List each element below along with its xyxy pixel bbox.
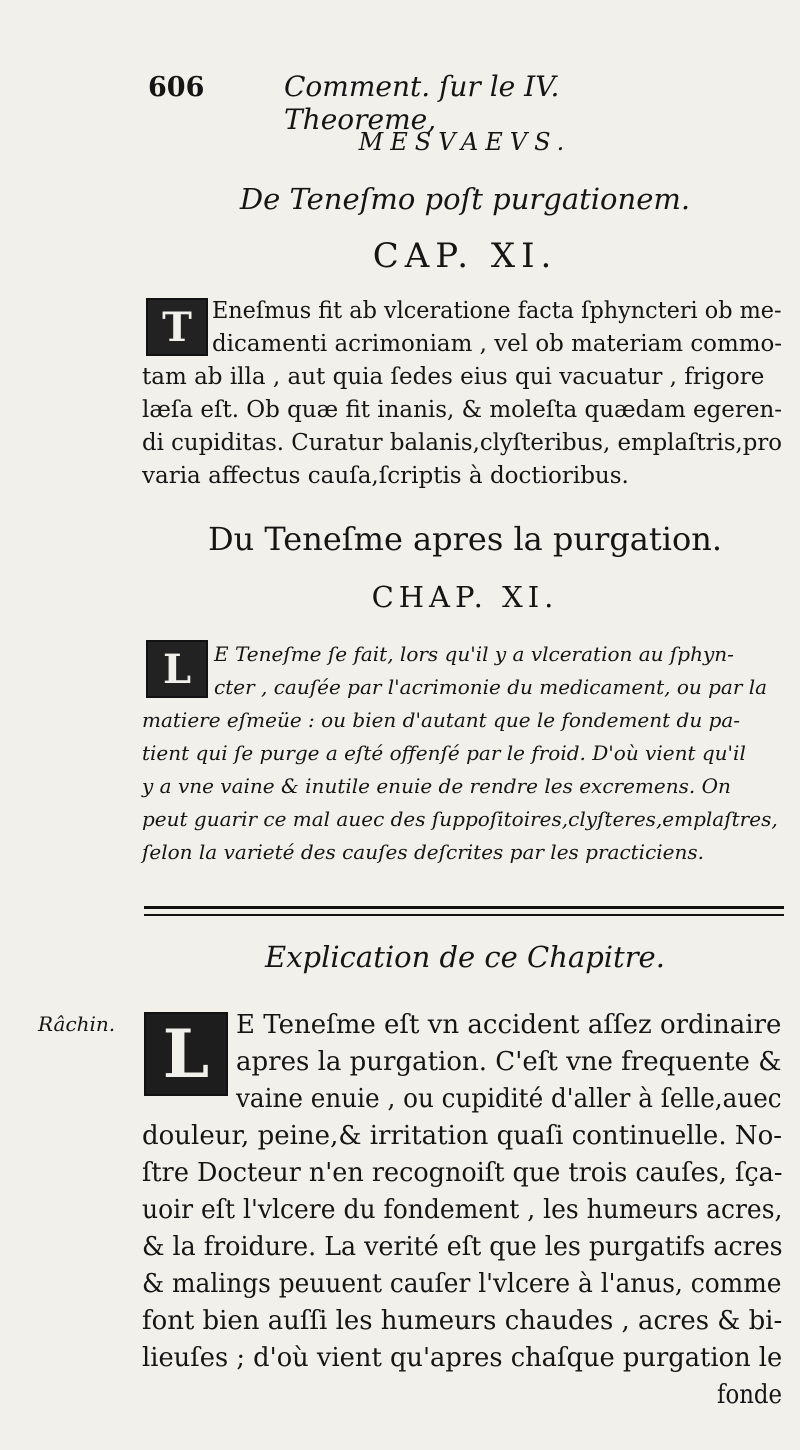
- divider-rule: [144, 906, 784, 909]
- latin-line: Eneſmus fit ab vlceratione facta ſphyncteri ob me-: [212, 298, 782, 324]
- latin-drop-cap: T: [146, 298, 208, 356]
- french-drop-cap: L: [146, 640, 208, 698]
- french-chapter: CHAP. XI.: [371, 580, 559, 614]
- latin-title: De Teneſmo poſt purgationem.: [239, 182, 691, 216]
- page-number: 606: [148, 72, 205, 103]
- explanation-line: lieuſes ; d'où vient qu'apres chaſque purgation le: [142, 1343, 783, 1373]
- explanation-line: & malings peuuent cauſer l'vlcere à l'anus, comme: [142, 1269, 782, 1299]
- latin-line: tam ab illa , aut quia ſedes eius qui vacuatur , frigore: [142, 364, 765, 390]
- catchword: fonde: [717, 1380, 783, 1410]
- explanation-line: & la froidure. La verité eſt que les purgatifs acres: [142, 1232, 783, 1262]
- french-line: cter , cauſée par l'acrimonie du medicament, ou par la: [214, 675, 768, 699]
- explanation-title: Explication de ce Chapitre.: [265, 940, 665, 974]
- french-line: E Teneſme ſe fait, lors qu'il y a vlceration au ſphyn-: [214, 642, 734, 666]
- french-line: y a vne vaine & inutile enuie de rendre les excremens. On: [142, 774, 731, 798]
- french-title: Du Teneſme apres la purgation.: [207, 520, 723, 558]
- explanation-line: apres la purgation. C'eſt vne frequente &: [236, 1047, 782, 1077]
- latin-chapter: CAP. XI.: [372, 236, 558, 276]
- explanation-line: font bien auſſi les humeurs chaudes , acres & bi-: [142, 1306, 783, 1336]
- divider-rule: [144, 914, 784, 916]
- latin-line: di cupiditas. Curatur balanis,clyſteribus, emplaſtris,pro: [142, 430, 782, 456]
- explanation-line: E Teneſme eſt vn accident aſſez ordinaire: [236, 1010, 782, 1040]
- latin-line: dicamenti acrimoniam , vel ob materiam commo-: [212, 331, 783, 357]
- margin-note: Râchin.: [38, 1012, 116, 1036]
- french-line: ſelon la varieté des cauſes deſcrites par les practiciens.: [142, 840, 705, 864]
- explanation-line: ſtre Docteur n'en recognoiſt que trois cauſes, ſça-: [142, 1158, 783, 1188]
- explanation-line: vaine enuie , ou cupidité d'aller à ſelle,auec: [236, 1084, 782, 1114]
- latin-line: læſa eſt. Ob quæ fit inanis, & moleſta quædam egeren-: [142, 397, 782, 423]
- latin-line: varia affectus cauſa,ſcriptis à doctioribus.: [142, 463, 629, 489]
- explanation-line: uoir eſt l'vlcere du fondement , les humeurs acres,: [142, 1195, 783, 1225]
- french-line: matiere eſmeüe : ou bien d'autant que le fondement du pa-: [142, 708, 741, 732]
- author-heading: MESVAEVS.: [358, 128, 572, 156]
- explanation-line: douleur, peine,& irritation quaſi continuelle. No-: [142, 1121, 783, 1151]
- running-head: Comment. ſur le IV. Theoreme,: [284, 70, 560, 136]
- explanation-drop-cap: L: [144, 1012, 228, 1096]
- french-line: tient qui ſe purge a eſté offenſé par le froid. D'où vient qu'il: [142, 741, 746, 765]
- french-line: peut guarir ce mal auec des ſuppoſitoires,clyſteres,emplaſtres,: [142, 807, 778, 831]
- page-header: [148, 70, 708, 136]
